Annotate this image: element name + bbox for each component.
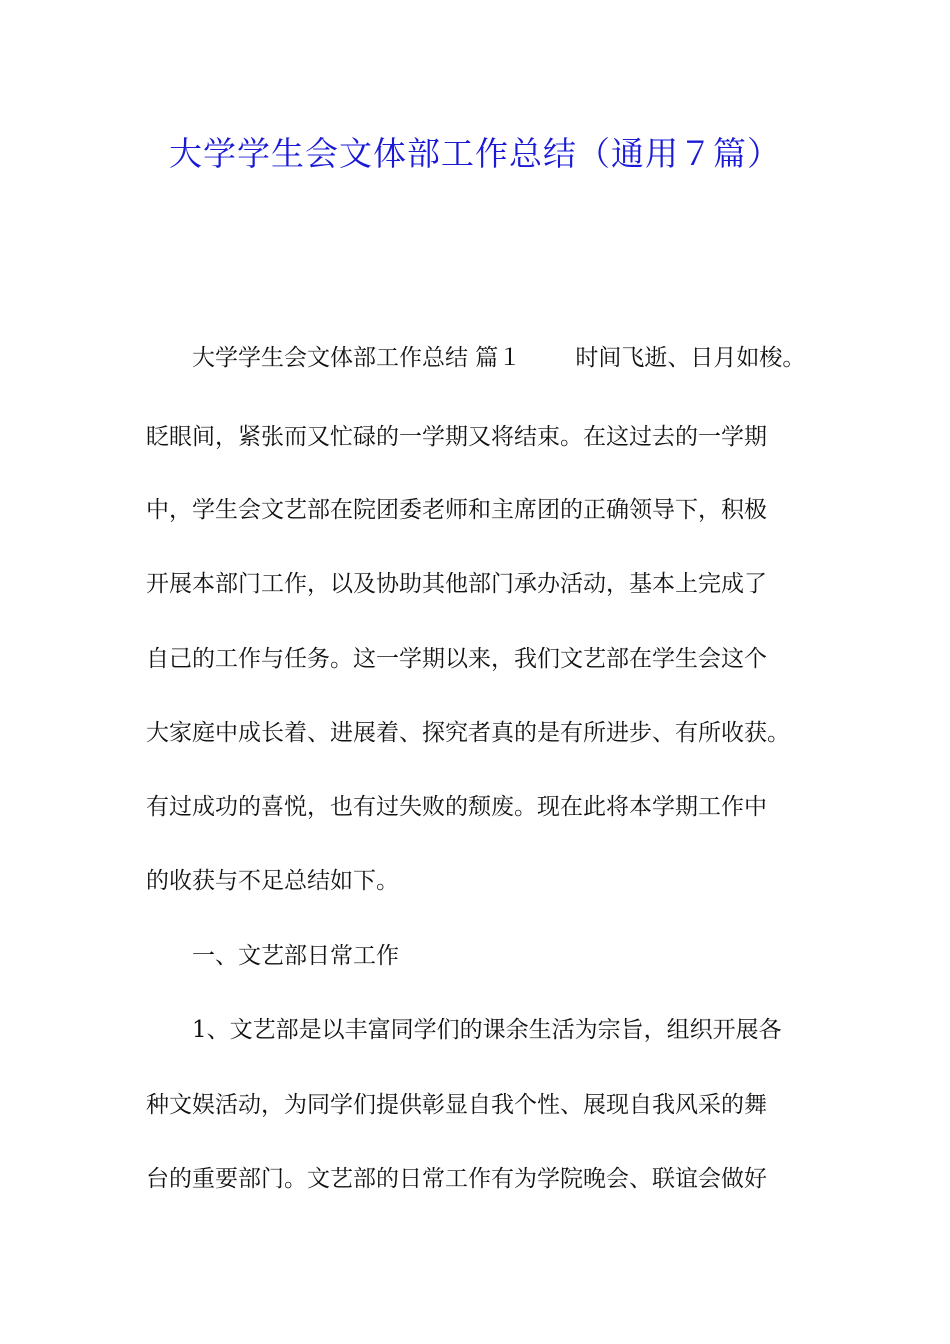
paragraph-line: 台的重要部门。文艺部的日常工作有为学院晚会、联谊会做好 <box>146 1166 767 1192</box>
section-heading-line: 一、文艺部日常工作 <box>192 943 399 969</box>
paragraph-line: 1、文艺部是以丰富同学们的课余生活为宗旨，组织开展各 <box>192 1017 782 1043</box>
section-heading: 大学学生会文体部工作总结 篇１ <box>192 345 522 371</box>
paragraph-line: 大家庭中成长着、进展着、探究者真的是有所进步、有所收获。 <box>146 720 790 746</box>
paragraph-text: 时间飞逝、日月如梭。 <box>575 345 806 371</box>
paragraph-line: 种文娱活动，为同学们提供彰显自我个性、展现自我风采的舞 <box>146 1092 767 1118</box>
document-title: 大学学生会文体部工作总结（通用７篇） <box>169 134 781 173</box>
paragraph-line: 眨眼间，紧张而又忙碌的一学期又将结束。在这过去的一学期 <box>146 424 767 450</box>
paragraph-line: 的收获与不足总结如下。 <box>146 868 399 894</box>
paragraph-line: 中，学生会文艺部在院团委老师和主席团的正确领导下，积极 <box>146 497 767 523</box>
paragraph-line: 自己的工作与任务。这一学期以来，我们文艺部在学生会这个 <box>146 646 767 672</box>
paragraph-line: 有过成功的喜悦，也有过失败的颓废。现在此将本学期工作中 <box>146 794 767 820</box>
paragraph-line <box>146 338 805 378</box>
paragraph-line: 开展本部门工作，以及协助其他部门承办活动，基本上完成了 <box>146 571 767 597</box>
